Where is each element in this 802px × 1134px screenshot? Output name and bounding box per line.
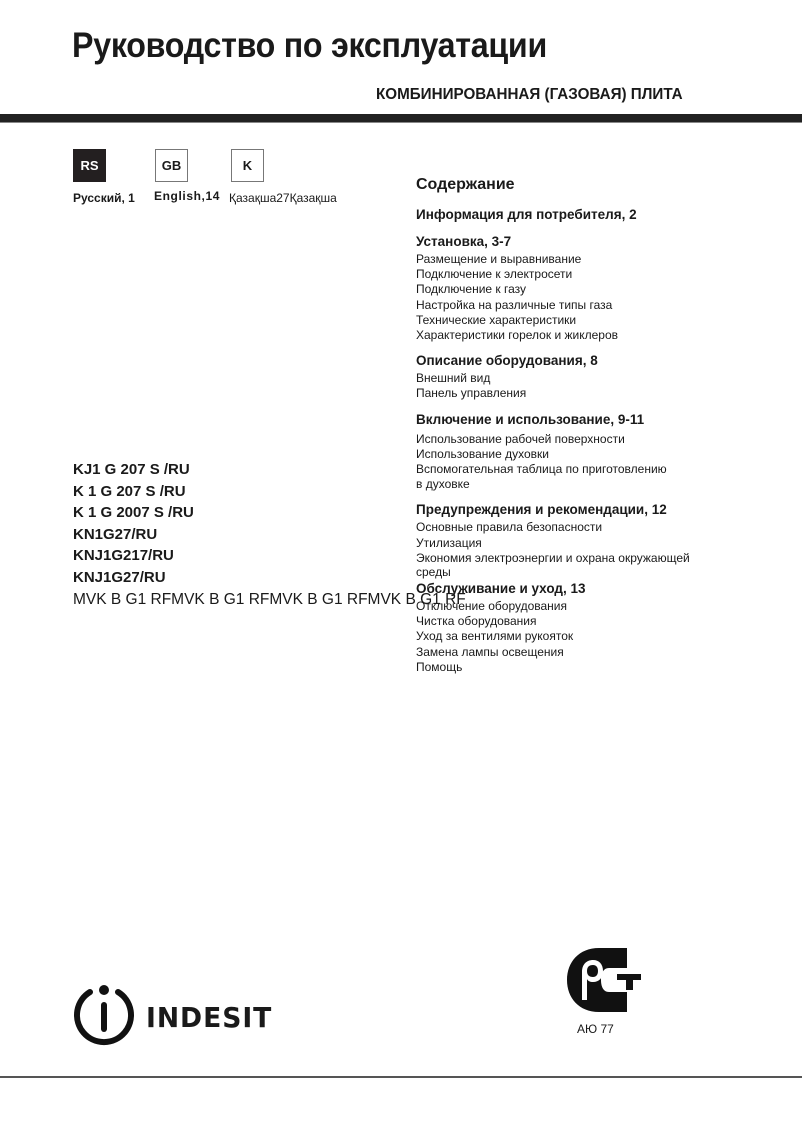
toc-item[interactable]: Замена лампы освещения [416, 644, 564, 659]
toc-item[interactable]: Подключение к газу [416, 282, 527, 297]
toc-item[interactable]: Использование духовки [416, 446, 549, 461]
language-box-gb[interactable] [155, 149, 188, 182]
model-name: KNJ1G217/RU [73, 547, 174, 565]
toc-item[interactable]: Подключение к электросети [416, 267, 573, 282]
indesit-power-icon [72, 982, 136, 1046]
language-code: K [242, 158, 253, 173]
toc-section-maintenance [416, 581, 746, 675]
toc-section-title[interactable]: Включение и использование, 9-11 [416, 411, 645, 427]
model-name: K 1 G 207 S /RU [73, 482, 186, 500]
pct-certification-mark [565, 946, 643, 1019]
language-box-rs[interactable] [73, 149, 106, 182]
brand-name: indesit [146, 991, 273, 1037]
toc-item[interactable]: Использование рабочей поверхности [416, 431, 625, 446]
toc-item[interactable]: в духовке [416, 477, 470, 492]
toc-item[interactable]: Уход за вентилями рукояток [416, 629, 574, 644]
toc-section-equipment-description [416, 353, 746, 401]
language-label-kazakh[interactable]: Қазақша27Қазақша [229, 191, 337, 205]
footer-divider [0, 1076, 802, 1078]
model-name: K 1 G 2007 S /RU [73, 504, 194, 522]
toc-item[interactable]: Вспомогательная таблица по приготовлению [416, 462, 667, 477]
toc-section-consumer-info [416, 207, 746, 222]
toc-section-title[interactable]: Установка, 3-7 [416, 234, 512, 249]
toc-item[interactable]: Размещение и выравнивание [416, 252, 582, 266]
toc-item[interactable]: Помощь [416, 659, 463, 674]
page-title: Руководство по эксплуатации [72, 26, 547, 65]
toc-section-usage [416, 412, 746, 493]
toc-item[interactable]: Технические характеристики [416, 312, 577, 327]
language-code: RS [80, 158, 99, 173]
language-label-russian[interactable]: Русский, 1 [73, 191, 135, 205]
toc-item[interactable]: Отключение оборудования [416, 599, 567, 614]
pct-logo-icon [565, 946, 643, 1014]
language-label-english[interactable]: English,14 [154, 189, 221, 203]
language-code: GB [161, 158, 182, 173]
toc-item[interactable]: Панель управления [416, 386, 527, 401]
toc-item[interactable]: Чистка оборудования [416, 614, 537, 629]
model-name: KJ1 G 207 S /RU [73, 461, 190, 478]
table-of-contents [416, 176, 746, 685]
toc-section-title[interactable]: Обслуживание и уход, 13 [416, 581, 586, 597]
toc-item[interactable]: Экономия электроэнергии и охрана окружающей [416, 550, 690, 565]
toc-section-warnings [416, 502, 746, 578]
certification-code: АЮ 77 [577, 1022, 614, 1036]
header-divider-bar [0, 114, 802, 123]
model-code-line: MVK B G1 RFMVK B G1 RFMVK B G1 RFMVK B G1 RF [73, 591, 466, 608]
toc-item[interactable]: Настройка на различные типы газа [416, 297, 613, 312]
indesit-logo [72, 982, 279, 1046]
toc-section-title[interactable]: Описание оборудования, 8 [416, 353, 598, 369]
toc-section-title[interactable]: Информация для потребителя, 2 [416, 207, 637, 222]
toc-item[interactable]: Характеристики горелок и жиклеров [416, 328, 618, 343]
model-name: KNJ1G27/RU [73, 568, 166, 586]
toc-section-installation [416, 234, 746, 343]
toc-heading: Содержание [416, 176, 515, 193]
model-list [73, 459, 194, 589]
toc-item[interactable]: Основные правила безопасности [416, 520, 603, 535]
model-name: KN1G27/RU [73, 525, 158, 543]
product-type-subtitle: КОМБИНИРОВАННАЯ (ГАЗОВАЯ) ПЛИТА [376, 86, 683, 103]
toc-section-title[interactable]: Предупреждения и рекомендации, 12 [416, 502, 667, 518]
toc-item[interactable]: Утилизация [416, 535, 482, 550]
toc-item[interactable]: среды [416, 565, 451, 580]
toc-item[interactable]: Внешний вид [416, 371, 491, 386]
language-box-k[interactable] [231, 149, 264, 182]
